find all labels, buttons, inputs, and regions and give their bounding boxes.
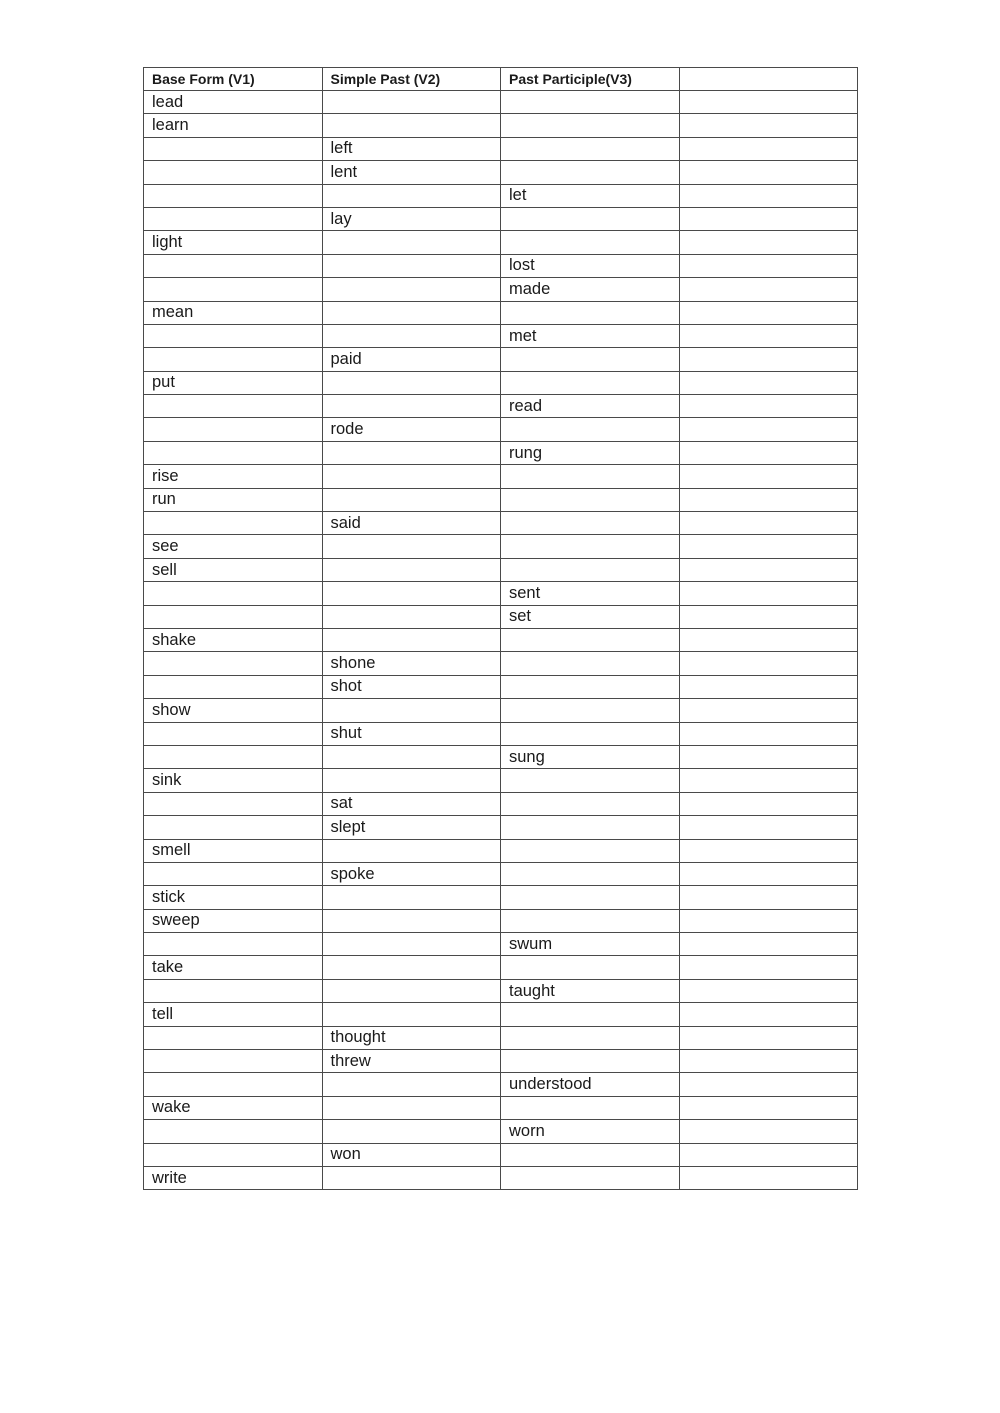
cell-past-participle: sent (501, 582, 680, 605)
cell-past-participle (501, 348, 680, 371)
cell-simple-past: slept (322, 816, 501, 839)
cell-past-participle (501, 371, 680, 394)
cell-extra (679, 558, 858, 581)
header-row (144, 68, 858, 91)
table-row (144, 886, 858, 909)
cell-base-form (144, 722, 323, 745)
cell-simple-past (322, 91, 501, 114)
cell-base-form: learn (144, 114, 323, 137)
cell-extra (679, 652, 858, 675)
cell-base-form: see (144, 535, 323, 558)
cell-extra (679, 839, 858, 862)
table-row (144, 605, 858, 628)
cell-simple-past (322, 909, 501, 932)
cell-base-form (144, 278, 323, 301)
cell-past-participle (501, 231, 680, 254)
cell-past-participle: lost (501, 254, 680, 277)
table-row (144, 1120, 858, 1143)
cell-base-form (144, 816, 323, 839)
table-row (144, 231, 858, 254)
cell-past-participle (501, 675, 680, 698)
cell-past-participle: set (501, 605, 680, 628)
table-row (144, 1143, 858, 1166)
cell-past-participle: let (501, 184, 680, 207)
cell-past-participle (501, 1003, 680, 1026)
table-row (144, 792, 858, 815)
cell-simple-past (322, 301, 501, 324)
cell-past-participle (501, 465, 680, 488)
cell-simple-past (322, 254, 501, 277)
cell-base-form: sell (144, 558, 323, 581)
table-row (144, 1166, 858, 1189)
cell-past-participle (501, 862, 680, 885)
cell-extra (679, 278, 858, 301)
cell-extra (679, 933, 858, 956)
cell-base-form: smell (144, 839, 323, 862)
table-row (144, 862, 858, 885)
table-row (144, 348, 858, 371)
cell-base-form (144, 254, 323, 277)
cell-extra (679, 348, 858, 371)
table-row (144, 558, 858, 581)
cell-extra (679, 722, 858, 745)
cell-extra (679, 886, 858, 909)
table-row (144, 371, 858, 394)
cell-extra (679, 1073, 858, 1096)
cell-extra (679, 254, 858, 277)
cell-base-form (144, 1143, 323, 1166)
cell-simple-past: shot (322, 675, 501, 698)
cell-base-form: tell (144, 1003, 323, 1026)
cell-past-participle (501, 628, 680, 651)
cell-extra (679, 582, 858, 605)
cell-base-form: shake (144, 628, 323, 651)
cell-base-form (144, 395, 323, 418)
cell-simple-past: paid (322, 348, 501, 371)
cell-extra (679, 1120, 858, 1143)
table-row (144, 512, 858, 535)
cell-base-form: sink (144, 769, 323, 792)
cell-base-form (144, 184, 323, 207)
cell-base-form: mean (144, 301, 323, 324)
cell-extra (679, 324, 858, 347)
cell-past-participle: rung (501, 441, 680, 464)
cell-base-form: take (144, 956, 323, 979)
cell-simple-past: left (322, 137, 501, 160)
cell-extra (679, 628, 858, 651)
table-row (144, 933, 858, 956)
table-row (144, 699, 858, 722)
cell-simple-past (322, 324, 501, 347)
table-row (144, 441, 858, 464)
table-row (144, 91, 858, 114)
cell-simple-past (322, 465, 501, 488)
cell-simple-past (322, 371, 501, 394)
cell-simple-past (322, 1073, 501, 1096)
cell-past-participle: swum (501, 933, 680, 956)
cell-base-form (144, 512, 323, 535)
header-simple-past: Simple Past (V2) (322, 68, 501, 91)
cell-simple-past (322, 886, 501, 909)
table-row (144, 278, 858, 301)
table-row (144, 745, 858, 768)
table-row (144, 1026, 858, 1049)
cell-simple-past (322, 582, 501, 605)
cell-past-participle (501, 1050, 680, 1073)
cell-simple-past (322, 184, 501, 207)
cell-past-participle (501, 769, 680, 792)
cell-extra (679, 512, 858, 535)
cell-past-participle (501, 488, 680, 511)
table-row (144, 1096, 858, 1119)
cell-extra (679, 675, 858, 698)
cell-base-form: wake (144, 1096, 323, 1119)
cell-extra (679, 862, 858, 885)
cell-past-participle: understood (501, 1073, 680, 1096)
table-row (144, 207, 858, 230)
table-row (144, 137, 858, 160)
cell-extra (679, 979, 858, 1002)
cell-simple-past: shone (322, 652, 501, 675)
cell-base-form (144, 137, 323, 160)
cell-extra (679, 441, 858, 464)
cell-past-participle (501, 1166, 680, 1189)
cell-base-form (144, 933, 323, 956)
cell-past-participle (501, 909, 680, 932)
cell-extra (679, 371, 858, 394)
cell-simple-past: shut (322, 722, 501, 745)
header-past-participle: Past Participle(V3) (501, 68, 680, 91)
table-row (144, 254, 858, 277)
cell-base-form (144, 348, 323, 371)
cell-past-participle (501, 1026, 680, 1049)
cell-base-form: stick (144, 886, 323, 909)
cell-past-participle (501, 418, 680, 441)
table-row (144, 324, 858, 347)
cell-past-participle: met (501, 324, 680, 347)
cell-extra (679, 699, 858, 722)
cell-extra (679, 956, 858, 979)
cell-past-participle (501, 886, 680, 909)
cell-simple-past (322, 114, 501, 137)
cell-base-form (144, 1120, 323, 1143)
cell-simple-past: spoke (322, 862, 501, 885)
table-row (144, 839, 858, 862)
cell-simple-past (322, 1166, 501, 1189)
cell-extra (679, 207, 858, 230)
verb-table-body (144, 91, 858, 1190)
cell-simple-past (322, 1003, 501, 1026)
cell-extra (679, 418, 858, 441)
table-row (144, 769, 858, 792)
cell-simple-past (322, 933, 501, 956)
table-row (144, 582, 858, 605)
cell-extra (679, 114, 858, 137)
table-row (144, 979, 858, 1002)
cell-base-form: put (144, 371, 323, 394)
cell-simple-past (322, 839, 501, 862)
cell-extra (679, 91, 858, 114)
cell-extra (679, 745, 858, 768)
table-row (144, 722, 858, 745)
cell-extra (679, 605, 858, 628)
cell-extra (679, 184, 858, 207)
table-row (144, 161, 858, 184)
cell-extra (679, 1096, 858, 1119)
cell-base-form (144, 1026, 323, 1049)
cell-past-participle (501, 512, 680, 535)
cell-simple-past (322, 488, 501, 511)
cell-simple-past (322, 628, 501, 651)
cell-extra (679, 909, 858, 932)
cell-base-form (144, 324, 323, 347)
cell-simple-past: sat (322, 792, 501, 815)
cell-past-participle: read (501, 395, 680, 418)
cell-base-form (144, 1050, 323, 1073)
cell-base-form: show (144, 699, 323, 722)
cell-past-participle (501, 792, 680, 815)
table-row (144, 184, 858, 207)
table-row (144, 1050, 858, 1073)
cell-base-form (144, 862, 323, 885)
header-base-form: Base Form (V1) (144, 68, 323, 91)
cell-simple-past (322, 979, 501, 1002)
cell-simple-past: won (322, 1143, 501, 1166)
cell-extra (679, 465, 858, 488)
table-row (144, 1073, 858, 1096)
cell-base-form (144, 418, 323, 441)
cell-past-participle (501, 535, 680, 558)
cell-base-form (144, 745, 323, 768)
cell-simple-past (322, 699, 501, 722)
cell-extra (679, 488, 858, 511)
cell-base-form: lead (144, 91, 323, 114)
table-row (144, 956, 858, 979)
cell-simple-past (322, 1120, 501, 1143)
cell-past-participle (501, 91, 680, 114)
cell-base-form: write (144, 1166, 323, 1189)
cell-extra (679, 137, 858, 160)
cell-extra (679, 535, 858, 558)
table-row (144, 1003, 858, 1026)
cell-extra (679, 1143, 858, 1166)
cell-simple-past (322, 231, 501, 254)
cell-extra (679, 792, 858, 815)
cell-simple-past: lent (322, 161, 501, 184)
cell-simple-past (322, 558, 501, 581)
cell-base-form (144, 582, 323, 605)
cell-past-participle: sung (501, 745, 680, 768)
cell-extra (679, 301, 858, 324)
cell-simple-past (322, 769, 501, 792)
cell-simple-past (322, 395, 501, 418)
table-row (144, 114, 858, 137)
cell-base-form (144, 605, 323, 628)
cell-extra (679, 395, 858, 418)
cell-simple-past: rode (322, 418, 501, 441)
table-row (144, 628, 858, 651)
cell-past-participle (501, 207, 680, 230)
cell-extra (679, 1050, 858, 1073)
table-row (144, 488, 858, 511)
cell-simple-past: threw (322, 1050, 501, 1073)
cell-past-participle (501, 722, 680, 745)
cell-simple-past (322, 605, 501, 628)
cell-base-form (144, 675, 323, 698)
cell-base-form (144, 161, 323, 184)
cell-past-participle: made (501, 278, 680, 301)
cell-simple-past (322, 745, 501, 768)
cell-extra (679, 1166, 858, 1189)
cell-past-participle (501, 839, 680, 862)
cell-extra (679, 231, 858, 254)
cell-past-participle: worn (501, 1120, 680, 1143)
cell-simple-past (322, 535, 501, 558)
cell-simple-past (322, 956, 501, 979)
cell-base-form (144, 441, 323, 464)
table-row (144, 465, 858, 488)
cell-base-form (144, 207, 323, 230)
cell-past-participle (501, 816, 680, 839)
table-row (144, 301, 858, 324)
table-row (144, 535, 858, 558)
cell-base-form (144, 792, 323, 815)
worksheet (143, 67, 857, 1190)
cell-base-form: rise (144, 465, 323, 488)
cell-past-participle (501, 161, 680, 184)
cell-simple-past: lay (322, 207, 501, 230)
table-row (144, 909, 858, 932)
cell-past-participle (501, 956, 680, 979)
cell-extra (679, 769, 858, 792)
cell-base-form: light (144, 231, 323, 254)
cell-past-participle (501, 1096, 680, 1119)
cell-base-form: run (144, 488, 323, 511)
cell-past-participle (501, 137, 680, 160)
cell-past-participle (501, 114, 680, 137)
cell-extra (679, 1003, 858, 1026)
cell-simple-past (322, 278, 501, 301)
cell-base-form: sweep (144, 909, 323, 932)
cell-past-participle: taught (501, 979, 680, 1002)
cell-past-participle (501, 558, 680, 581)
cell-simple-past: thought (322, 1026, 501, 1049)
cell-extra (679, 816, 858, 839)
cell-simple-past (322, 441, 501, 464)
cell-extra (679, 161, 858, 184)
table-row (144, 816, 858, 839)
table-row (144, 418, 858, 441)
cell-past-participle (501, 699, 680, 722)
cell-past-participle (501, 301, 680, 324)
header-extra (679, 68, 858, 91)
cell-simple-past (322, 1096, 501, 1119)
verb-table (143, 67, 858, 1190)
cell-extra (679, 1026, 858, 1049)
table-row (144, 675, 858, 698)
cell-base-form (144, 1073, 323, 1096)
cell-simple-past: said (322, 512, 501, 535)
table-row (144, 652, 858, 675)
table-row (144, 395, 858, 418)
cell-base-form (144, 652, 323, 675)
cell-past-participle (501, 1143, 680, 1166)
cell-past-participle (501, 652, 680, 675)
cell-base-form (144, 979, 323, 1002)
